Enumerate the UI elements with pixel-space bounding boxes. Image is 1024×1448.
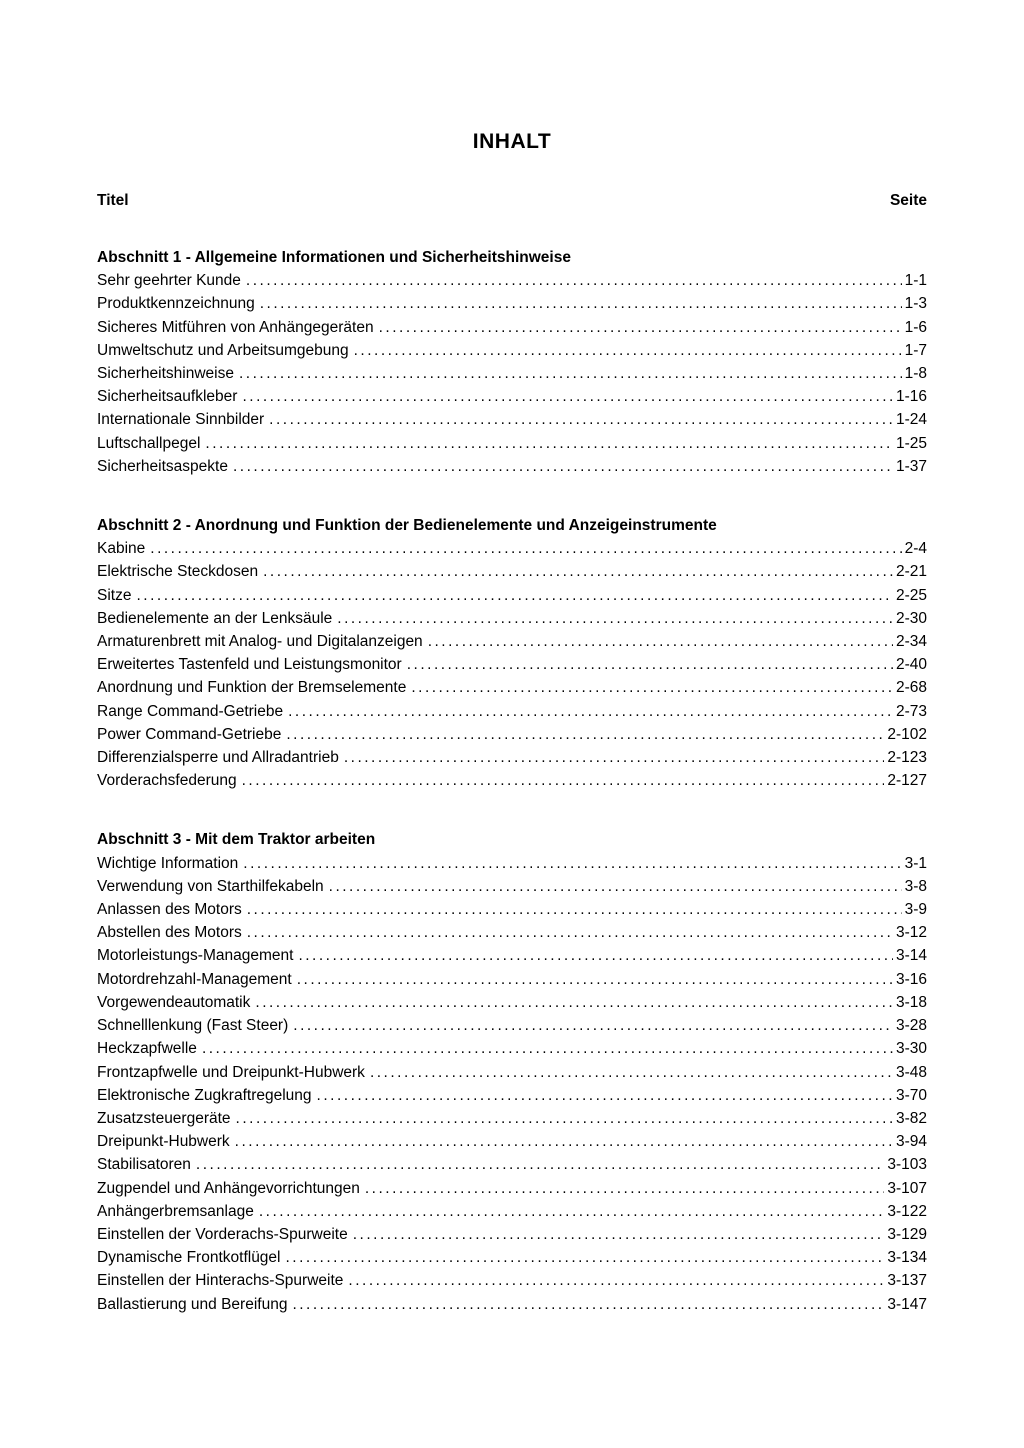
entry-title: Verwendung von Starthilfekabeln	[97, 877, 324, 895]
entry-page-number: 2-102	[887, 725, 927, 743]
dot-leader	[259, 1200, 885, 1223]
dot-leader	[242, 385, 893, 408]
entry-title: Motordrehzahl-Management	[97, 970, 292, 988]
entry-title: Motorleistungs-Management	[97, 947, 294, 965]
toc-entry	[97, 1177, 927, 1200]
dot-leader	[317, 1084, 893, 1107]
entry-title: Sicherheitshinweise	[97, 365, 234, 383]
entry-page-number: 3-82	[895, 1109, 927, 1127]
entry-title: Dynamische Frontkotflügel	[97, 1249, 281, 1267]
entry-title: Zugpendel und Anhängevorrichtungen	[97, 1179, 360, 1197]
entry-title: Elektrische Steckdosen	[97, 563, 259, 581]
toc-sections	[97, 246, 927, 1316]
dot-leader	[205, 432, 893, 455]
dot-leader	[286, 723, 884, 746]
entry-page-number: 3-28	[895, 1017, 927, 1035]
entry-title: Frontzapfwelle und Dreipunkt-Hubwerk	[97, 1063, 365, 1081]
toc-entry	[97, 944, 927, 967]
toc-entry	[97, 339, 927, 362]
entry-title: Sicherheitsaufkleber	[97, 388, 238, 406]
entry-page-number: 2-4	[904, 540, 927, 558]
toc-entry	[97, 455, 927, 478]
entry-page-number: 1-7	[904, 341, 927, 359]
toc-entry	[97, 1084, 927, 1107]
dot-leader	[379, 316, 902, 339]
toc-entry	[97, 607, 927, 630]
toc-entry	[97, 769, 927, 792]
entry-page-number: 3-18	[895, 993, 927, 1011]
entry-page-number: 3-1	[904, 854, 927, 872]
entry-page-number: 1-25	[895, 434, 927, 452]
toc-entry	[97, 1153, 927, 1176]
toc-entry	[97, 852, 927, 875]
dot-leader	[236, 1107, 893, 1130]
entry-page-number: 2-34	[895, 633, 927, 651]
dot-leader	[370, 1061, 893, 1084]
entry-page-number: 2-40	[895, 656, 927, 674]
entry-title: Dreipunkt-Hubwerk	[97, 1133, 230, 1151]
entry-page-number: 1-24	[895, 411, 927, 429]
entry-page-number: 3-137	[887, 1272, 927, 1290]
entry-page-number: 3-147	[887, 1295, 927, 1313]
entry-page-number: 3-8	[904, 877, 927, 895]
entry-title: Produktkennzeichnung	[97, 295, 255, 313]
toc-entry	[97, 1223, 927, 1246]
toc-entry	[97, 584, 927, 607]
dot-leader	[365, 1177, 884, 1200]
entry-title: Heckzapfwelle	[97, 1040, 197, 1058]
entry-title: Zusatzsteuergeräte	[97, 1109, 231, 1127]
dot-leader	[196, 1153, 884, 1176]
toc-entry	[97, 653, 927, 676]
entry-page-number: 1-3	[904, 295, 927, 313]
entry-title: Wichtige Information	[97, 854, 239, 872]
dot-leader	[353, 1223, 885, 1246]
entry-page-number: 3-107	[887, 1179, 927, 1197]
toc-entry	[97, 746, 927, 769]
dot-leader	[337, 607, 893, 630]
entry-title: Kabine	[97, 540, 146, 558]
toc-entry	[97, 700, 927, 723]
entry-page-number: 2-127	[887, 772, 927, 790]
toc-entry	[97, 1269, 927, 1292]
entry-page-number: 3-14	[895, 947, 927, 965]
section-heading: Abschnitt 3 - Mit dem Traktor arbeiten	[97, 831, 376, 849]
entry-page-number: 2-68	[895, 679, 927, 697]
entry-page-number: 1-37	[895, 457, 927, 475]
entry-page-number: 3-134	[887, 1249, 927, 1267]
dot-leader	[136, 584, 893, 607]
entry-page-number: 3-70	[895, 1086, 927, 1104]
entry-title: Sicherheitsaspekte	[97, 457, 228, 475]
entry-title: Luftschallpegel	[97, 434, 201, 452]
toc-entry	[97, 898, 927, 921]
entry-title: Sehr geehrter Kunde	[97, 272, 241, 290]
dot-leader	[247, 921, 893, 944]
toc-entry	[97, 408, 927, 431]
toc-entry	[97, 560, 927, 583]
entry-title: Umweltschutz und Arbeitsumgebung	[97, 341, 349, 359]
entry-page-number: 3-122	[887, 1202, 927, 1220]
dot-leader	[329, 875, 902, 898]
section-heading: Abschnitt 1 - Allgemeine Informationen und Sicherheitshinweise	[97, 249, 571, 266]
entry-title: Vorderachsfederung	[97, 772, 237, 790]
toc-entry	[97, 1200, 927, 1223]
entry-title: Schnelllenkung (Fast Steer)	[97, 1017, 289, 1035]
dot-leader	[348, 1269, 884, 1292]
dot-leader	[243, 852, 901, 875]
toc-entry	[97, 432, 927, 455]
entry-page-number: 3-30	[895, 1040, 927, 1058]
column-headers	[97, 192, 927, 210]
dot-leader	[235, 1130, 893, 1153]
entry-page-number: 3-9	[904, 901, 927, 919]
dot-leader	[344, 746, 885, 769]
dot-leader	[288, 700, 893, 723]
toc-entry	[97, 676, 927, 699]
dot-leader	[263, 560, 893, 583]
dot-leader	[246, 269, 902, 292]
toc-entry	[97, 991, 927, 1014]
entry-title: Anhängerbremsanlage	[97, 1202, 254, 1220]
entry-title: Anlassen des Motors	[97, 901, 242, 919]
toc-section	[97, 828, 927, 1315]
entry-page-number: 2-123	[887, 749, 927, 767]
toc-entry	[97, 362, 927, 385]
toc-entry	[97, 385, 927, 408]
dot-leader	[411, 676, 893, 699]
entry-page-number: 3-94	[895, 1133, 927, 1151]
entry-title: Erweitertes Tastenfeld und Leistungsmonitor	[97, 656, 402, 674]
toc-entry	[97, 1293, 927, 1316]
section-heading: Abschnitt 2 - Anordnung und Funktion der Bedienelemente und Anzeigeinstrumente	[97, 517, 717, 535]
dot-leader	[242, 769, 885, 792]
toc-entry	[97, 921, 927, 944]
entry-title: Anordnung und Funktion der Bremselemente	[97, 679, 407, 697]
dot-leader	[150, 537, 901, 560]
toc-entry	[97, 269, 927, 292]
entry-page-number: 3-103	[887, 1156, 927, 1174]
entry-title: Power Command-Getriebe	[97, 725, 282, 743]
entry-title: Internationale Sinnbilder	[97, 411, 265, 429]
dot-leader	[298, 944, 893, 967]
dot-leader	[255, 991, 893, 1014]
entry-title: Elektronische Zugkraftregelung	[97, 1086, 312, 1104]
toc-entry	[97, 1130, 927, 1153]
entry-page-number: 2-25	[895, 586, 927, 604]
entry-title: Abstellen des Motors	[97, 924, 242, 942]
toc-section	[97, 514, 927, 792]
entry-title: Vorgewendeautomatik	[97, 993, 251, 1011]
dot-leader	[233, 455, 893, 478]
toc-entry	[97, 316, 927, 339]
entry-title: Bedienelemente an der Lenksäule	[97, 609, 333, 627]
toc-entry	[97, 292, 927, 315]
entry-page-number: 3-16	[895, 970, 927, 988]
dot-leader	[260, 292, 902, 315]
entry-title: Einstellen der Hinterachs-Spurweite	[97, 1272, 344, 1290]
toc-entry	[97, 1037, 927, 1060]
entry-title: Armaturenbrett mit Analog- und Digitalanzeigen	[97, 633, 423, 651]
dot-leader	[247, 898, 902, 921]
dot-leader	[286, 1246, 885, 1269]
toc-entry	[97, 537, 927, 560]
entry-page-number: 2-21	[895, 563, 927, 581]
toc-entry	[97, 1014, 927, 1037]
dot-leader	[354, 339, 902, 362]
toc-entry	[97, 1107, 927, 1130]
entry-page-number: 2-30	[895, 609, 927, 627]
toc-entry	[97, 968, 927, 991]
dot-leader	[269, 408, 893, 431]
entry-page-number: 1-8	[904, 365, 927, 383]
entry-title: Differenzialsperre und Allradantrieb	[97, 749, 339, 767]
entry-title: Stabilisatoren	[97, 1156, 191, 1174]
dot-leader	[293, 1014, 893, 1037]
entry-page-number: 1-6	[904, 318, 927, 336]
dot-leader	[297, 968, 893, 991]
dot-leader	[202, 1037, 893, 1060]
dot-leader	[407, 653, 893, 676]
page-title: INHALT	[472, 130, 552, 153]
dot-leader	[292, 1293, 884, 1316]
column-header-seite: Seite	[889, 192, 927, 209]
dot-leader	[239, 362, 902, 385]
entry-page-number: 3-48	[895, 1063, 927, 1081]
entry-page-number: 3-129	[887, 1225, 927, 1243]
entry-title: Range Command-Getriebe	[97, 702, 284, 720]
entry-title: Ballastierung und Bereifung	[97, 1295, 288, 1313]
dot-leader	[428, 630, 893, 653]
entry-title: Sicheres Mitführen von Anhängegeräten	[97, 318, 374, 336]
entry-page-number: 1-16	[895, 388, 927, 406]
entry-page-number: 3-12	[895, 924, 927, 942]
entry-title: Sitze	[97, 586, 132, 604]
toc-entry	[97, 1246, 927, 1269]
entry-page-number: 1-1	[904, 272, 927, 290]
column-header-titel: Titel	[97, 192, 129, 209]
toc-entry	[97, 1061, 927, 1084]
toc-entry	[97, 723, 927, 746]
entry-page-number: 2-73	[895, 702, 927, 720]
entry-title: Einstellen der Vorderachs-Spurweite	[97, 1225, 348, 1243]
toc-entry	[97, 875, 927, 898]
toc-section	[97, 246, 927, 478]
toc-entry	[97, 630, 927, 653]
